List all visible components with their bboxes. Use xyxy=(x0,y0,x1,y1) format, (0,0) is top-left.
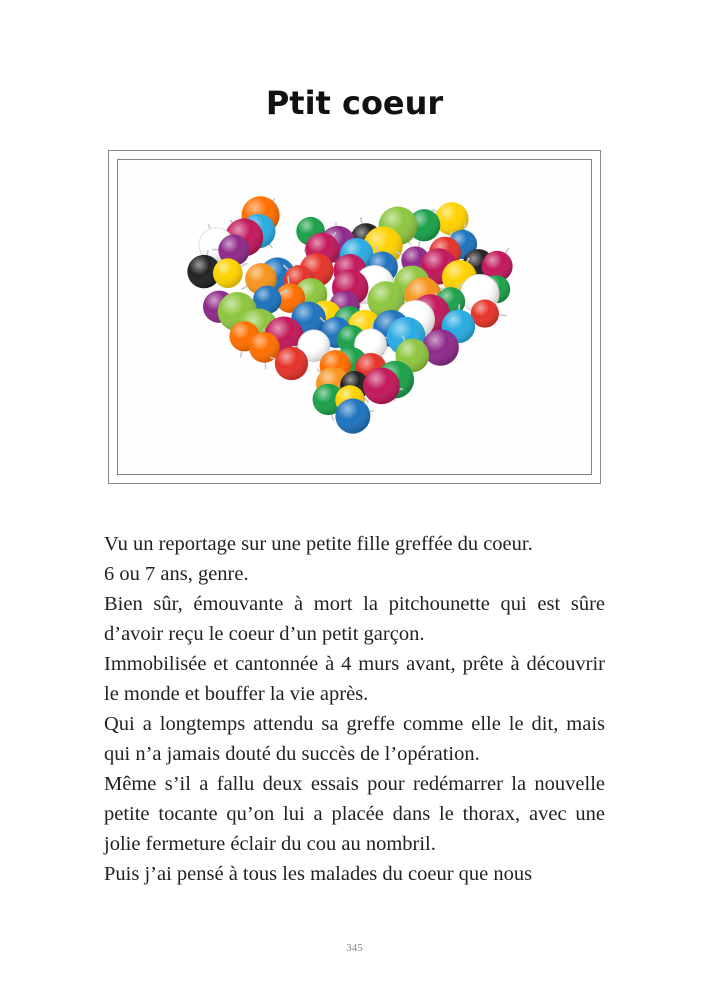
page-number: 345 xyxy=(346,942,363,954)
paragraph: Vu un reportage sur une petite fille greffée du coeur. xyxy=(104,533,533,555)
push-pins-illustration xyxy=(118,160,592,475)
paragraph: Bien sûr, émouvante à mort la pitchounette qui est sûre d’avoir reçu le coeur d’un petit garçon. xyxy=(104,593,605,645)
pin-highlight xyxy=(335,399,370,434)
heart-push-pins-image xyxy=(117,159,592,475)
pin-highlight xyxy=(471,300,499,328)
body-text xyxy=(104,529,605,889)
page-title: Ptit coeur xyxy=(265,84,444,122)
pin-highlight xyxy=(363,367,400,404)
pin-highlight xyxy=(213,258,243,288)
pin-highlight xyxy=(275,347,308,380)
paragraph: 6 ou 7 ans, genre. xyxy=(104,563,249,585)
paragraph: Même s’il a fallu deux essais pour redémarrer la nouvelle petite tocante qu’on lui a placée dans le thorax, avec une jolie fermeture éclair du cou au nombril. xyxy=(104,773,605,855)
paragraph: Puis j’ai pensé à tous les malades du coeur que nous xyxy=(104,863,533,885)
paragraph: Qui a longtemps attendu sa greffe comme elle le dit, mais qui n’a jamais douté du succès de l’opération. xyxy=(104,713,605,765)
paragraph: Immobilisée et cantonnée à 4 murs avant, prête à découvrir le monde et bouffer la vie après. xyxy=(104,653,605,705)
photo-frame xyxy=(108,150,601,484)
